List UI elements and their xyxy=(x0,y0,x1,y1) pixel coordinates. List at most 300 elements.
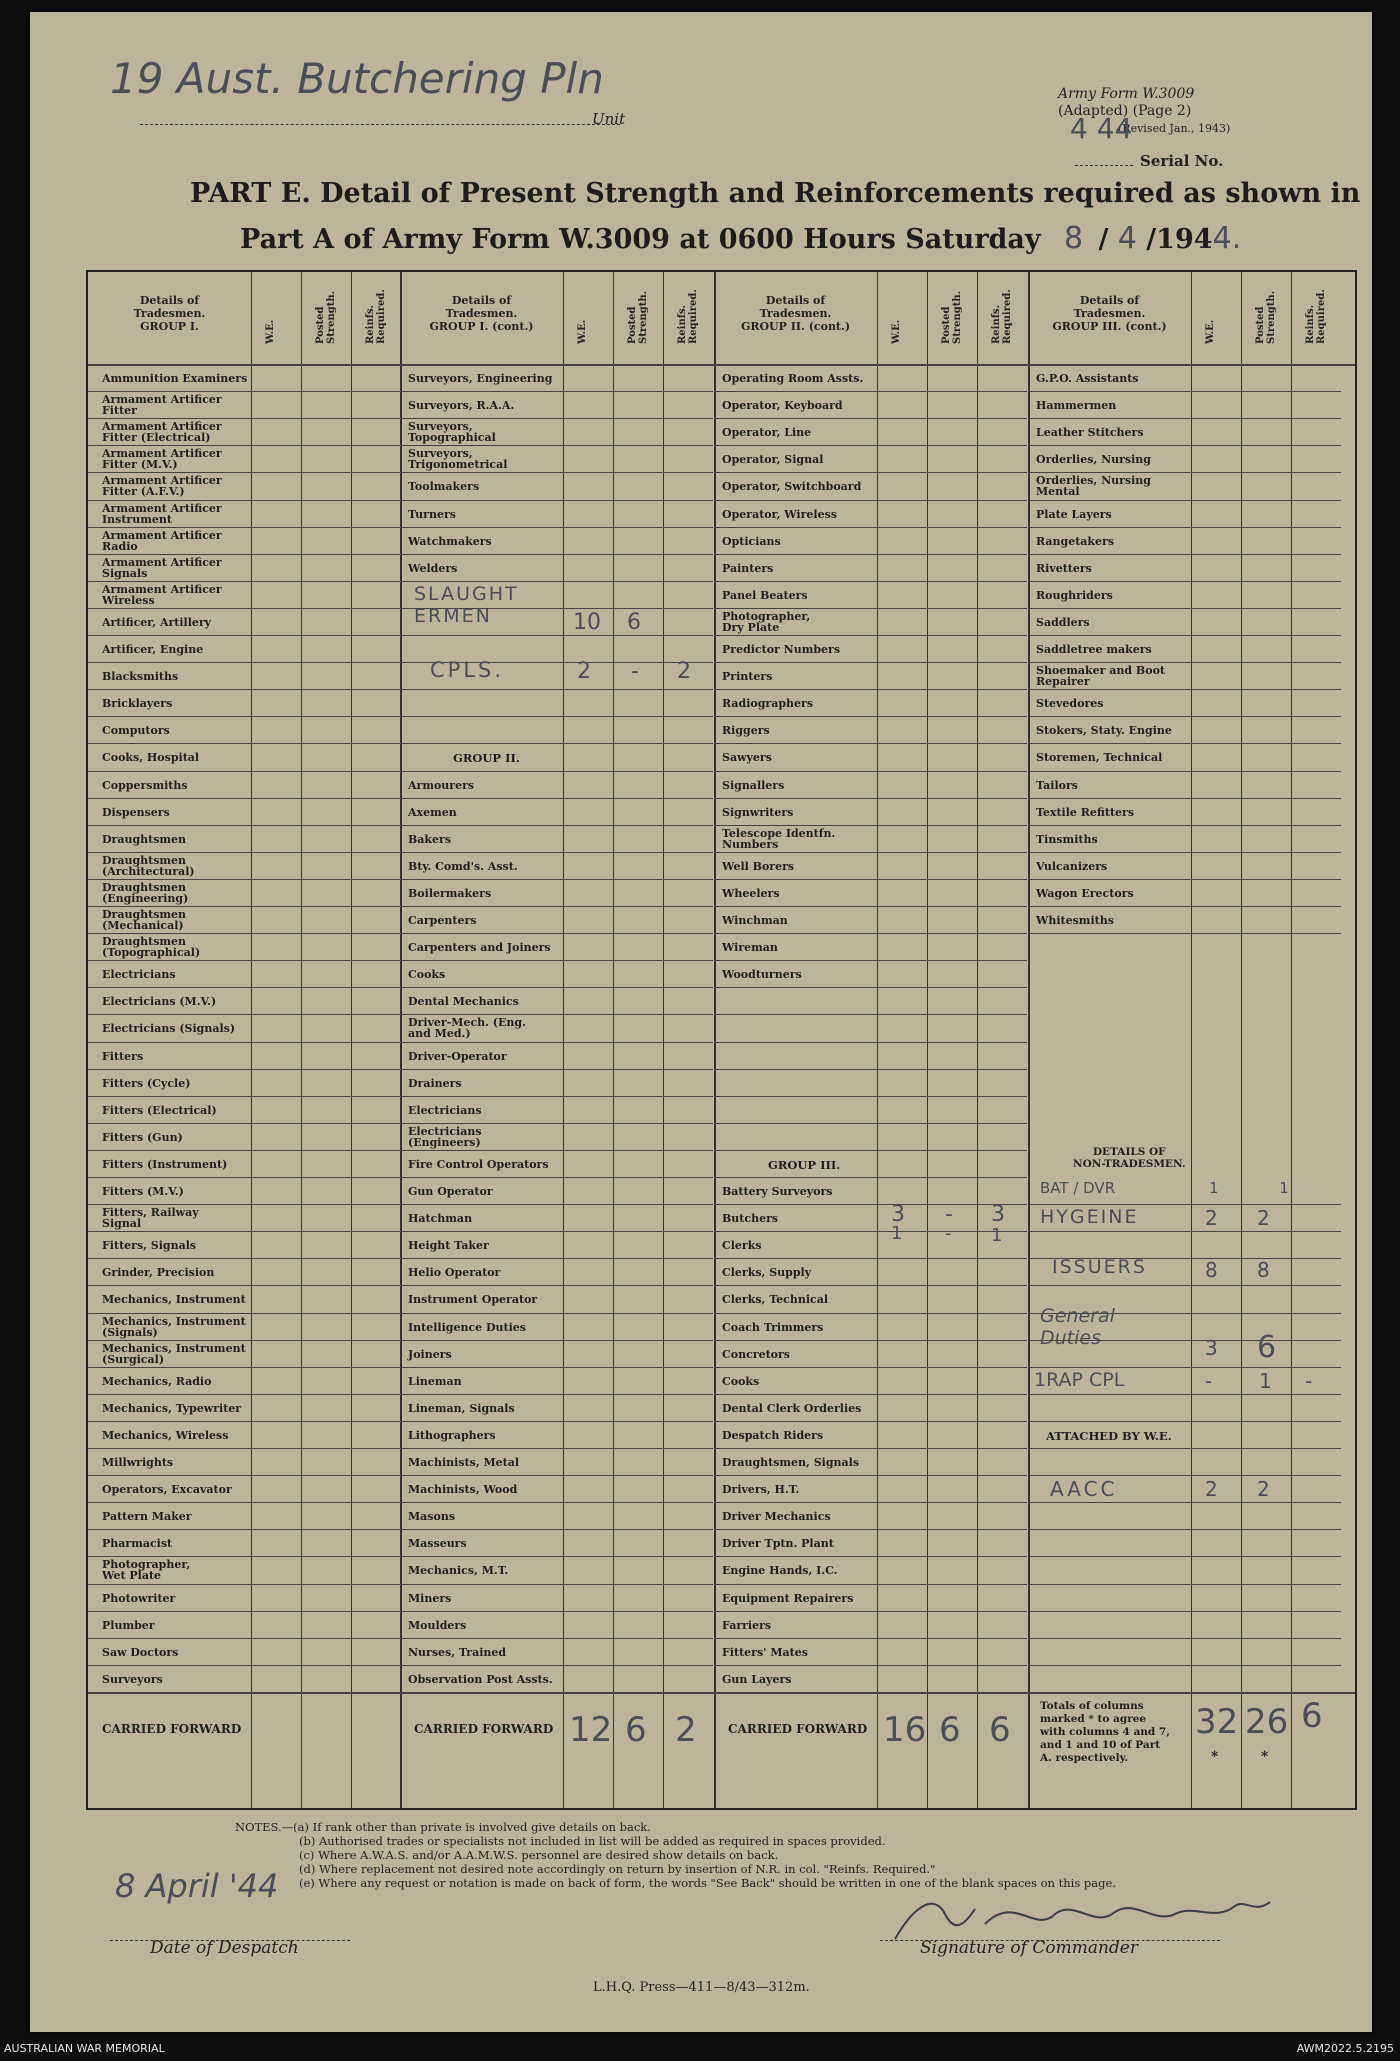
row-rule xyxy=(877,1340,1027,1341)
row-rule xyxy=(88,1042,251,1043)
row-rule xyxy=(88,1367,251,1368)
row-rule xyxy=(400,1123,563,1124)
row-rule xyxy=(251,1014,401,1015)
lrap-entry: 1RAP CPL xyxy=(1034,1368,1125,1391)
row-rule xyxy=(563,1665,713,1666)
column-header-rotated: W.E. xyxy=(1205,319,1216,344)
row-rule xyxy=(563,1421,713,1422)
row-rule xyxy=(251,1502,401,1503)
trade-label: Coppersmiths xyxy=(102,778,188,792)
trade-label: Height Taker xyxy=(408,1239,489,1253)
row-rule xyxy=(877,1529,1027,1530)
row-rule xyxy=(1191,1638,1341,1639)
row-rule xyxy=(400,1448,563,1449)
row-rule xyxy=(877,1042,1027,1043)
row-rule xyxy=(563,1014,713,1015)
unit-handwritten: 19 Aust. Butchering Pln xyxy=(110,54,604,103)
row-rule xyxy=(88,1096,251,1097)
row-rule xyxy=(400,1204,563,1205)
column-header-rotated: Posted Strength. xyxy=(941,290,963,344)
row-rule xyxy=(563,852,713,853)
column-divider xyxy=(1291,272,1292,1808)
row-rule xyxy=(1028,1502,1191,1503)
row-rule xyxy=(877,472,1027,473)
row-rule xyxy=(1028,608,1191,609)
row-rule xyxy=(251,1475,401,1476)
row-rule xyxy=(877,771,1027,772)
trade-label: Fitters xyxy=(102,1049,144,1063)
row-rule xyxy=(251,1150,401,1151)
trade-label: Driver Tptn. Plant xyxy=(722,1537,834,1551)
column-divider xyxy=(714,272,716,1808)
row-rule xyxy=(251,1611,401,1612)
row-rule xyxy=(877,1584,1027,1585)
total-posted: 26 xyxy=(1245,1701,1289,1742)
row-rule xyxy=(714,1394,877,1395)
row-rule xyxy=(1191,825,1341,826)
row-rule xyxy=(714,1611,877,1612)
serial-label: Serial No. xyxy=(1140,152,1224,170)
row-rule xyxy=(400,716,563,717)
trade-label: Bty. Comd's. Asst. xyxy=(408,859,518,873)
row-rule xyxy=(88,879,251,880)
row-rule xyxy=(563,1231,713,1232)
trade-label: Saw Doctors xyxy=(102,1645,179,1659)
trade-label: Machinists, Wood xyxy=(408,1483,518,1497)
row-rule xyxy=(1191,852,1341,853)
trade-label: Armament Artificer Fitter (Electrical) xyxy=(102,420,222,445)
trade-label: G.P.O. Assistants xyxy=(1036,372,1139,385)
row-rule xyxy=(1028,906,1191,907)
row-rule xyxy=(877,1069,1027,1070)
trade-label: Gun Layers xyxy=(722,1672,792,1686)
carried-forward-label: CARRIED FORWARD xyxy=(102,1721,242,1736)
row-rule xyxy=(88,771,251,772)
carried-forward-label: CARRIED FORWARD xyxy=(414,1721,554,1736)
trade-label: Predictor Numbers xyxy=(722,643,841,656)
row-rule xyxy=(714,743,877,744)
row-rule xyxy=(1191,1448,1341,1449)
row-rule xyxy=(877,1556,1027,1557)
trade-label: Armament Artificer Fitter xyxy=(102,393,222,418)
column-divider xyxy=(1241,272,1242,1808)
trade-label: Clerks, Supply xyxy=(722,1266,812,1280)
row-rule xyxy=(1028,554,1191,555)
issuers-entry: ISSUERS xyxy=(1052,1256,1147,1279)
column-divider xyxy=(1191,272,1192,1808)
row-rule xyxy=(400,1421,563,1422)
row-rule xyxy=(877,391,1027,392)
row-rule xyxy=(1191,472,1341,473)
row-rule xyxy=(88,716,251,717)
trade-label: Moulders xyxy=(408,1618,467,1632)
row-rule xyxy=(1191,1529,1341,1530)
row-rule xyxy=(400,879,563,880)
row-rule xyxy=(563,472,713,473)
row-rule xyxy=(400,906,563,907)
row-rule xyxy=(1028,1665,1191,1666)
trade-label: Butchers xyxy=(722,1212,779,1226)
row-rule xyxy=(1191,554,1341,555)
total-reinfs: 6 xyxy=(1301,1695,1323,1736)
row-rule xyxy=(714,1584,877,1585)
row-rule xyxy=(563,1529,713,1530)
row-rule xyxy=(88,608,251,609)
row-rule xyxy=(563,1042,713,1043)
cf2-we: 16 xyxy=(883,1709,927,1750)
trade-label: Armament Artificer Instrument xyxy=(102,501,222,526)
column-divider xyxy=(301,272,302,1808)
trade-label: Helio Operator xyxy=(408,1266,501,1280)
row-rule xyxy=(88,1556,251,1557)
row-rule xyxy=(563,1638,713,1639)
row-rule xyxy=(88,960,251,961)
column-divider xyxy=(251,272,252,1808)
row-rule xyxy=(400,418,563,419)
row-rule xyxy=(714,1313,877,1314)
trade-label: Watchmakers xyxy=(408,534,492,548)
trade-label: Photowriter xyxy=(102,1591,176,1605)
note-line: (c) Where A.W.A.S. and/or A.A.M.W.S. personnel are desired show details on back. xyxy=(299,1848,779,1862)
row-rule xyxy=(400,472,563,473)
column-header-rotated: Reinfs. Required. xyxy=(991,289,1013,344)
row-rule xyxy=(88,852,251,853)
trade-label: Telescope Identfn. Numbers xyxy=(722,826,836,851)
row-rule xyxy=(251,1123,401,1124)
row-rule xyxy=(714,1258,877,1259)
row-rule xyxy=(877,743,1027,744)
trade-label: Wheelers xyxy=(722,886,780,900)
trade-label: Printers xyxy=(722,670,773,684)
row-rule xyxy=(1028,527,1191,528)
cf1-reinfs: 2 xyxy=(675,1709,697,1750)
row-rule xyxy=(251,933,401,934)
row-rule xyxy=(251,1529,401,1530)
row-rule xyxy=(1191,418,1341,419)
cpls-posted: - xyxy=(631,659,639,685)
row-rule xyxy=(714,933,877,934)
trade-label: Observation Post Assts. xyxy=(408,1672,553,1686)
row-rule xyxy=(563,1123,713,1124)
row-rule xyxy=(563,1475,713,1476)
trade-label: Farriers xyxy=(722,1618,772,1632)
trade-label: Plumber xyxy=(102,1618,155,1632)
row-rule xyxy=(88,1285,251,1286)
slaughtermen-entry: SLAUGHT ERMEN xyxy=(414,582,519,627)
row-rule xyxy=(714,1367,877,1368)
row-rule xyxy=(400,1096,563,1097)
trade-label: Dental Clerk Orderlies xyxy=(722,1401,862,1415)
trade-label: Panel Beaters xyxy=(722,588,808,602)
column-header-rotated: W.E. xyxy=(891,319,902,344)
trade-label: Storemen, Technical xyxy=(1036,751,1163,765)
row-rule xyxy=(251,472,401,473)
trade-label: Welders xyxy=(408,561,458,575)
row-rule xyxy=(251,1231,401,1232)
row-rule xyxy=(1028,852,1191,853)
row-rule xyxy=(400,1340,563,1341)
column-header: Details of Tradesmen. GROUP II. (cont.) xyxy=(740,294,851,333)
row-rule xyxy=(714,1421,877,1422)
general-duties-posted: 6 xyxy=(1257,1329,1277,1365)
row-rule xyxy=(1028,771,1191,772)
trade-label: Photographer, Dry Plate xyxy=(722,609,811,634)
trade-label: Fitters, Railway Signal xyxy=(102,1206,199,1231)
row-rule xyxy=(400,1231,563,1232)
row-rule xyxy=(563,608,713,609)
trade-label: Drivers, H.T. xyxy=(722,1483,800,1497)
header-rule xyxy=(88,364,1355,366)
row-rule xyxy=(714,825,877,826)
trade-label: Operator, Keyboard xyxy=(722,399,843,413)
general-duties-we: 3 xyxy=(1205,1335,1218,1360)
butchers-reinfs: 3 xyxy=(991,1202,1005,1228)
row-rule xyxy=(1028,1611,1191,1612)
trade-label: Draughtsmen xyxy=(102,832,187,846)
row-rule xyxy=(1191,445,1341,446)
cf1-posted: 6 xyxy=(625,1709,647,1750)
trade-label: Drainers xyxy=(408,1076,462,1090)
clerks-reinfs: 1 xyxy=(991,1225,1003,1247)
row-rule xyxy=(877,445,1027,446)
row-rule xyxy=(1028,743,1191,744)
row-rule xyxy=(400,1367,563,1368)
clerks-we: 1 xyxy=(891,1223,903,1245)
trade-label: Masons xyxy=(408,1510,456,1524)
trade-label: Fitters (Cycle) xyxy=(102,1076,191,1090)
trade-label: Woodturners xyxy=(722,968,802,982)
row-rule xyxy=(1191,662,1341,663)
row-rule xyxy=(714,1340,877,1341)
column-header-rotated: Posted Strength. xyxy=(1255,290,1277,344)
row-rule xyxy=(1028,418,1191,419)
trade-label: Armament Artificer Wireless xyxy=(102,582,222,607)
note-line: (b) Authorised trades or specialists not included in list will be added as required in spaces provided. xyxy=(299,1834,886,1848)
row-rule xyxy=(563,1367,713,1368)
trade-label: Dispensers xyxy=(102,805,170,819)
trade-label: Fitters, Signals xyxy=(102,1239,197,1253)
row-rule xyxy=(1191,906,1341,907)
row-rule xyxy=(1028,391,1191,392)
row-rule xyxy=(563,527,713,528)
row-rule xyxy=(1028,1475,1191,1476)
trade-label: Hatchman xyxy=(408,1212,473,1226)
trade-label: Driver-Mech. (Eng. and Med.) xyxy=(408,1016,526,1041)
row-rule xyxy=(714,527,877,528)
row-rule xyxy=(563,1313,713,1314)
trade-label: Artificer, Engine xyxy=(102,643,204,656)
trade-label: Operator, Wireless xyxy=(722,507,837,521)
row-rule xyxy=(400,554,563,555)
trade-label: Bakers xyxy=(408,832,452,846)
signature-label: Signature of Commander xyxy=(920,1938,1138,1958)
row-rule xyxy=(400,1529,563,1530)
row-rule xyxy=(251,662,401,663)
group-heading: GROUP III. xyxy=(768,1157,841,1172)
trade-label: Wireman xyxy=(722,941,778,955)
trade-label: Driver Mechanics xyxy=(722,1510,831,1524)
row-rule xyxy=(1191,581,1341,582)
trade-label: Armament Artificer Fitter (M.V.) xyxy=(102,447,222,472)
trade-label: Millwrights xyxy=(102,1456,174,1469)
trade-label: Whitesmiths xyxy=(1036,914,1114,927)
row-rule xyxy=(877,1123,1027,1124)
total-marker: * xyxy=(1211,1748,1219,1765)
row-rule xyxy=(1028,1231,1191,1232)
row-rule xyxy=(1028,1204,1191,1205)
row-rule xyxy=(714,1123,877,1124)
trade-label: Ammunition Examiners xyxy=(102,372,248,385)
trade-label: Carpenters and Joiners xyxy=(408,941,551,955)
row-rule xyxy=(877,608,1027,609)
group-heading: GROUP II. xyxy=(453,751,520,766)
row-rule xyxy=(251,1638,401,1639)
row-rule xyxy=(877,1394,1027,1395)
trade-label: Stevedores xyxy=(1036,697,1104,711)
row-rule xyxy=(1191,743,1341,744)
row-rule xyxy=(1028,472,1191,473)
row-rule xyxy=(877,500,1027,501)
row-rule xyxy=(877,662,1027,663)
row-rule xyxy=(88,1665,251,1666)
row-rule xyxy=(1191,933,1341,934)
row-rule xyxy=(714,798,877,799)
issuers-we: 8 xyxy=(1205,1258,1218,1283)
row-rule xyxy=(877,906,1027,907)
row-rule xyxy=(1191,1204,1341,1205)
row-rule xyxy=(400,1258,563,1259)
note-line: (d) Where replacement not desired note accordingly on return by insertion of N.R. in col. "Reinfs. Required." xyxy=(299,1862,936,1876)
row-rule xyxy=(877,1313,1027,1314)
row-rule xyxy=(877,527,1027,528)
row-rule xyxy=(563,1177,713,1178)
row-rule xyxy=(714,1448,877,1449)
row-rule xyxy=(251,1285,401,1286)
row-rule xyxy=(1028,1584,1191,1585)
row-rule xyxy=(251,1665,401,1666)
row-rule xyxy=(400,798,563,799)
trade-label: Bricklayers xyxy=(102,697,173,711)
row-rule xyxy=(563,906,713,907)
row-rule xyxy=(877,1177,1027,1178)
serial-handwritten: 4 44 xyxy=(1070,112,1133,145)
row-rule xyxy=(400,933,563,934)
trade-label: Saddlers xyxy=(1036,615,1090,629)
row-rule xyxy=(1191,500,1341,501)
trade-label: Mechanics, Instrument (Signals) xyxy=(102,1314,246,1339)
row-rule xyxy=(88,1584,251,1585)
row-rule xyxy=(1191,689,1341,690)
trade-label: Battery Surveyors xyxy=(722,1185,833,1198)
column-divider xyxy=(877,272,878,1808)
row-rule xyxy=(563,391,713,392)
row-rule xyxy=(714,1529,877,1530)
column-divider xyxy=(1028,272,1030,1808)
row-rule xyxy=(714,1475,877,1476)
trade-label: Shoemaker and Boot Repairer xyxy=(1036,664,1165,689)
column-divider xyxy=(977,272,978,1808)
trade-label: Fitters (Gun) xyxy=(102,1130,183,1144)
row-rule xyxy=(251,445,401,446)
row-rule xyxy=(1191,1475,1341,1476)
row-rule xyxy=(714,771,877,772)
row-rule xyxy=(714,960,877,961)
row-rule xyxy=(88,906,251,907)
row-rule xyxy=(88,1421,251,1422)
trade-label: Artificer, Artillery xyxy=(102,615,212,629)
row-rule xyxy=(251,1556,401,1557)
row-rule xyxy=(88,1502,251,1503)
group-heading: DETAILS OF NON-TRADESMEN. xyxy=(1073,1145,1186,1170)
row-rule xyxy=(88,662,251,663)
row-rule xyxy=(88,987,251,988)
row-rule xyxy=(251,987,401,988)
trade-label: Fire Control Operators xyxy=(408,1157,549,1171)
row-rule xyxy=(1028,879,1191,880)
trade-label: Orderlies, Nursing xyxy=(1036,453,1151,467)
column-header: Details of Tradesmen. GROUP I. xyxy=(133,294,206,333)
row-rule xyxy=(714,1069,877,1070)
row-rule xyxy=(563,716,713,717)
row-rule xyxy=(563,1150,713,1151)
row-rule xyxy=(1191,1394,1341,1395)
bat-driver-marks: 1 1 xyxy=(1209,1179,1317,1197)
row-rule xyxy=(877,825,1027,826)
general-duties-entry: General Duties xyxy=(1040,1304,1115,1349)
trade-label: Leather Stitchers xyxy=(1036,426,1144,440)
row-rule xyxy=(563,1502,713,1503)
trade-label: Armament Artificer Signals xyxy=(102,555,222,580)
row-rule xyxy=(877,554,1027,555)
trade-label: Winchman xyxy=(722,914,788,927)
column-header-rotated: W.E. xyxy=(265,319,276,344)
trade-label: Boilermakers xyxy=(408,886,492,900)
row-rule xyxy=(88,472,251,473)
trade-label: Masseurs xyxy=(408,1537,467,1551)
column-divider xyxy=(613,272,614,1808)
row-rule xyxy=(400,689,563,690)
row-rule xyxy=(88,527,251,528)
aacc-entry: AACC xyxy=(1050,1477,1118,1502)
row-rule xyxy=(251,689,401,690)
row-rule xyxy=(88,500,251,501)
trade-label: Pattern Maker xyxy=(102,1510,192,1524)
trade-label: Tailors xyxy=(1036,778,1078,792)
hygiene-entry: HYGEINE xyxy=(1040,1206,1139,1229)
row-rule xyxy=(251,391,401,392)
row-rule xyxy=(1028,1394,1191,1395)
trade-label: Fitters (Instrument) xyxy=(102,1157,228,1171)
trade-label: Pharmacist xyxy=(102,1537,173,1551)
row-rule xyxy=(563,500,713,501)
column-header-rotated: W.E. xyxy=(577,319,588,344)
row-rule xyxy=(88,689,251,690)
trade-label: Electricians xyxy=(102,968,176,982)
row-rule xyxy=(251,1177,401,1178)
row-rule xyxy=(88,581,251,582)
row-rule xyxy=(1028,1421,1191,1422)
trade-label: Riggers xyxy=(722,724,770,738)
trade-label: Painters xyxy=(722,561,774,575)
row-rule xyxy=(714,1502,877,1503)
row-rule xyxy=(714,500,877,501)
trade-label: Computors xyxy=(102,724,170,738)
trade-label: Mechanics, Typewriter xyxy=(102,1401,242,1415)
column-header: Details of Tradesmen. GROUP III. (cont.) xyxy=(1052,294,1167,333)
trade-label: Gun Operator xyxy=(408,1185,493,1198)
row-rule xyxy=(714,906,877,907)
row-rule xyxy=(88,743,251,744)
